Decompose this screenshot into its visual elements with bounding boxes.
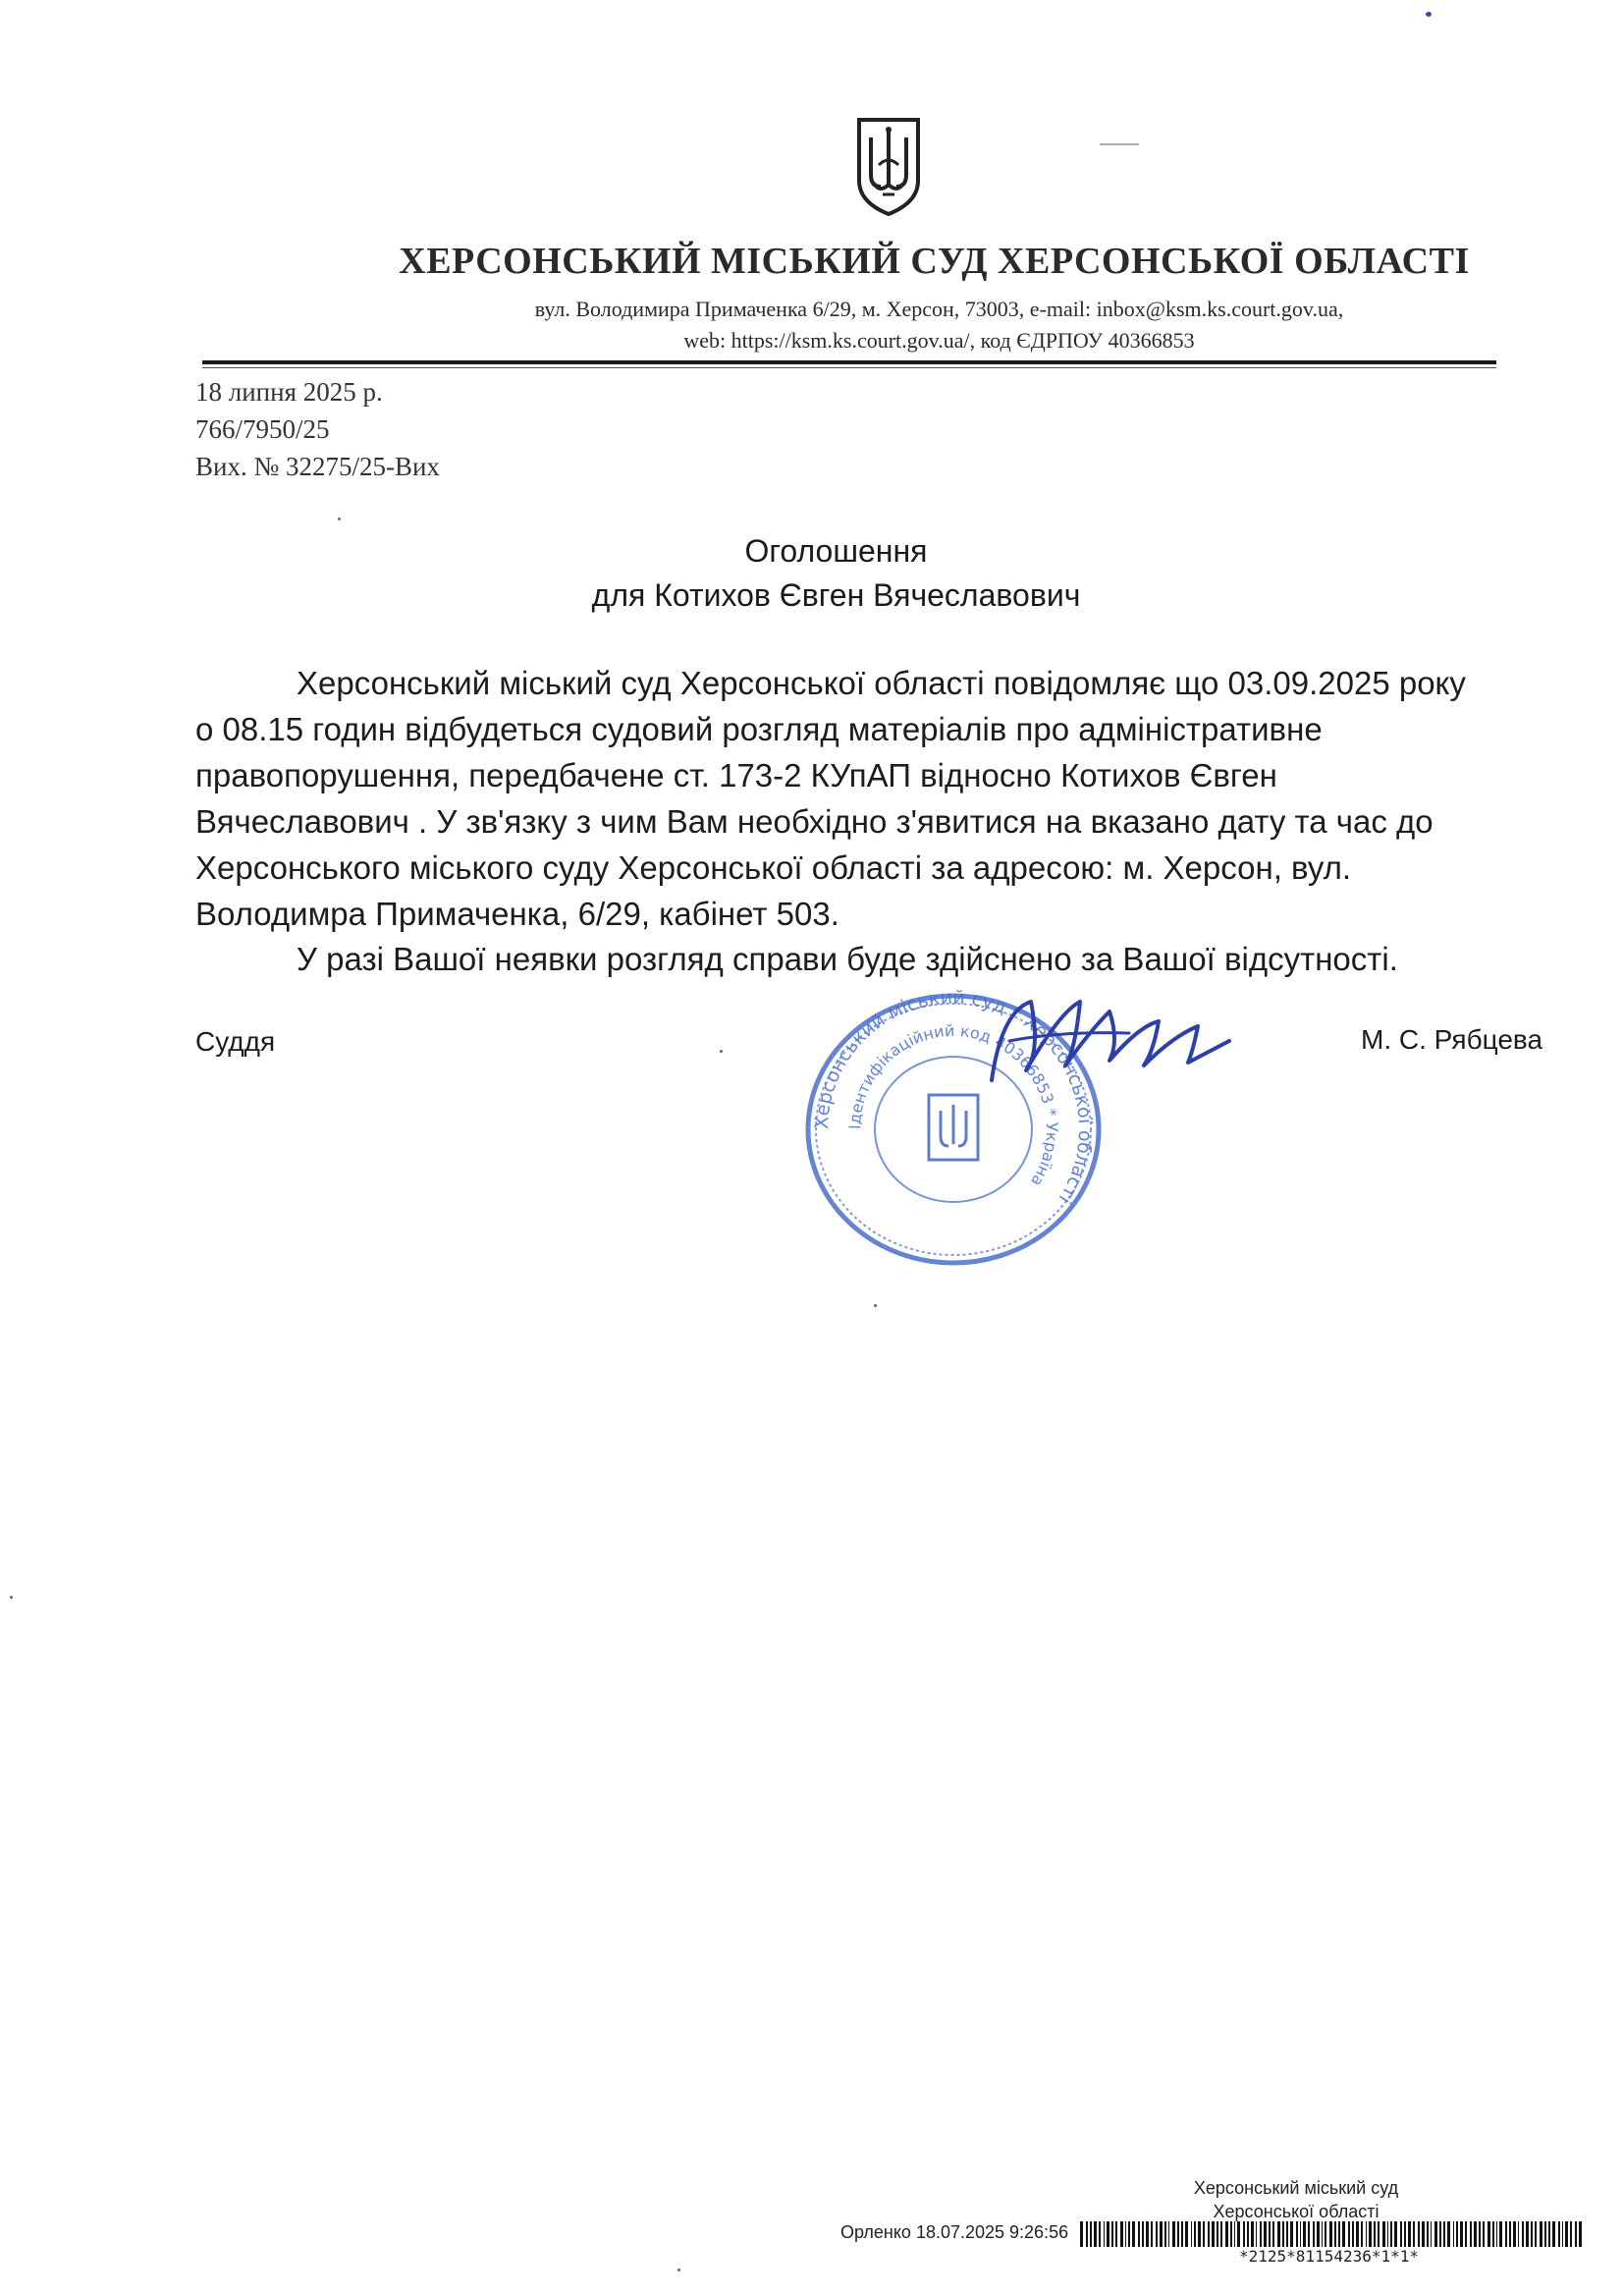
- barcode-bar: [1198, 2221, 1201, 2247]
- barcode-bar: [1120, 2221, 1123, 2247]
- barcode-bar: [1404, 2221, 1406, 2247]
- barcode-bar: [1558, 2221, 1560, 2247]
- barcode-bar: [1290, 2221, 1293, 2247]
- barcode-bar: [1366, 2221, 1367, 2247]
- barcode-bar: [1382, 2221, 1385, 2247]
- barcode-bar: [1413, 2221, 1415, 2247]
- barcode-bar: [1317, 2221, 1320, 2247]
- barcode-bar: [1111, 2221, 1113, 2247]
- barcode-bar: [1325, 2221, 1326, 2247]
- barcode-bar: [1439, 2221, 1441, 2247]
- header-divider: [202, 360, 1496, 364]
- barcode-bar: [1470, 2221, 1472, 2247]
- barcode-bar: [1400, 2221, 1402, 2247]
- notice-line: Херсонський міський суд Херсонської області повідомляє що 03.09.2025 року: [297, 665, 1466, 701]
- barcode-bar: [1208, 2221, 1210, 2247]
- barcode-bar: [1548, 2221, 1550, 2247]
- barcode-bar: [1164, 2221, 1166, 2247]
- barcode-bar: [1272, 2221, 1274, 2247]
- barcode-bar: [1496, 2221, 1497, 2247]
- barcode-bar: [1247, 2221, 1249, 2247]
- scan-speck: [1100, 143, 1139, 145]
- barcode-bar: [1474, 2221, 1477, 2247]
- barcode-bar: [1225, 2221, 1228, 2247]
- barcode-bar: [1518, 2221, 1519, 2247]
- barcode-bar: [1104, 2221, 1105, 2247]
- barcode-bar: [1390, 2221, 1392, 2247]
- barcode-bar: [1168, 2221, 1169, 2247]
- barcode-bar: [1308, 2221, 1310, 2247]
- barcode-bar: [1251, 2221, 1254, 2247]
- barcode-bar: [1479, 2221, 1481, 2247]
- outgoing-number: Вих. № 32275/25-Вих: [195, 452, 440, 481]
- barcode-bar: [1094, 2221, 1097, 2247]
- header-divider-thin: [202, 367, 1496, 368]
- barcode-bar: [1313, 2221, 1315, 2247]
- barcode-bar: [1269, 2221, 1271, 2247]
- scan-speck: [1426, 12, 1432, 17]
- barcode-bar: [1230, 2221, 1232, 2247]
- barcode-bar: [1296, 2221, 1298, 2247]
- barcode-bar: [1256, 2221, 1257, 2247]
- barcode-bar: [1483, 2221, 1485, 2247]
- barcode-bar: [1086, 2221, 1088, 2247]
- barcode-bar: [1090, 2221, 1092, 2247]
- barcode-bar: [1177, 2221, 1179, 2247]
- barcode-bar: [1552, 2221, 1555, 2247]
- barcode-bar: [1282, 2221, 1284, 2247]
- barcode-bar: [1369, 2221, 1372, 2247]
- barcode-bar: [1488, 2221, 1490, 2247]
- barcode-bar: [1434, 2221, 1437, 2247]
- barcode-bar: [1203, 2221, 1205, 2247]
- court-address: вул. Володимира Примаченка 6/29, м. Херсон, 73003, e-mail: inbox@ksm.ks.court.gov.ua,: [534, 297, 1344, 321]
- barcode-bar: [1322, 2221, 1323, 2247]
- barcode-bar: [1575, 2221, 1577, 2247]
- notice-line: У разі Вашої неявки розгляд справи буде здійснено за Вашої відсутності.: [297, 941, 1398, 977]
- barcode-bar: [1243, 2221, 1245, 2247]
- barcode-bar: [1142, 2221, 1144, 2247]
- footer-court-region: Херсонської області: [1213, 2202, 1380, 2221]
- scan-speck: [677, 2269, 680, 2271]
- barcode-bar: [1237, 2221, 1240, 2247]
- barcode-bar: [1217, 2221, 1218, 2247]
- judge-signature: [972, 972, 1237, 1100]
- barcode-bar: [1146, 2221, 1149, 2247]
- barcode-bar: [1361, 2221, 1363, 2247]
- scan-speck: [338, 518, 341, 520]
- stamp-outer-text: Херсонський міський суд * Херсонської області: [810, 987, 1097, 1208]
- barcode-bar: [1509, 2221, 1511, 2247]
- case-number: 766/7950/25: [195, 414, 330, 444]
- barcode-bar: [1128, 2221, 1130, 2247]
- barcode-bar: [1535, 2221, 1537, 2247]
- barcode-bar: [1260, 2221, 1262, 2247]
- barcode-bar: [1387, 2221, 1388, 2247]
- scan-speck: [720, 1050, 723, 1053]
- court-name: ХЕРСОНСЬКИЙ МІСЬКИЙ СУД ХЕРСОНСЬКОЇ ОБЛАСТІ: [399, 241, 1470, 282]
- barcode-bar: [1460, 2221, 1463, 2247]
- barcode-bar: [1570, 2221, 1572, 2247]
- registrar-stamp: Орленко 18.07.2025 9:26:56: [840, 2222, 1069, 2242]
- barcode-bar: [1522, 2221, 1524, 2247]
- barcode-bar: [1172, 2221, 1175, 2247]
- barcode-bar: [1334, 2221, 1336, 2247]
- judge-name: М. С. Рябцева: [1361, 1024, 1543, 1055]
- barcode-bar: [1099, 2221, 1101, 2247]
- barcode-bar: [1181, 2221, 1183, 2247]
- barcode-bar: [1513, 2221, 1516, 2247]
- barcode-bar: [1352, 2221, 1354, 2247]
- scan-speck: [874, 1304, 877, 1307]
- barcode-bar: [1212, 2221, 1215, 2247]
- barcode-bar: [1115, 2221, 1117, 2247]
- barcode-bar: [1191, 2221, 1192, 2247]
- court-web: web: https://ksm.ks.court.gov.ua/, код ЄДРПОУ 40366853: [683, 328, 1195, 353]
- barcode-bar: [1286, 2221, 1288, 2247]
- barcode-bar: [1408, 2221, 1411, 2247]
- notice-line: Вячеславович . У зв'язку з чим Вам необхідно з'явитися на вказано дату та час до: [195, 803, 1434, 840]
- barcode-icon: [1080, 2221, 1583, 2247]
- notice-line: Володимра Примаченка, 6/29, кабінет 503.: [195, 896, 839, 932]
- footer-court-name: Херсонський міський суд: [1193, 2178, 1399, 2198]
- barcode-bar: [1234, 2221, 1235, 2247]
- barcode-bar: [1107, 2221, 1109, 2247]
- barcode-bar: [1540, 2221, 1542, 2247]
- barcode-bar: [1080, 2221, 1083, 2247]
- barcode-bar: [1264, 2221, 1267, 2247]
- barcode-bar: [1338, 2221, 1340, 2247]
- barcode-bar: [1492, 2221, 1494, 2247]
- barcode-bar: [1220, 2221, 1222, 2247]
- barcode-bar: [1138, 2221, 1140, 2247]
- scan-speck: [10, 1596, 13, 1599]
- barcode-bar: [1378, 2221, 1380, 2247]
- barcode-bar: [1329, 2221, 1332, 2247]
- barcode-bar: [1565, 2221, 1568, 2247]
- barcode-bar: [1579, 2221, 1582, 2247]
- barcode-bar: [1185, 2221, 1188, 2247]
- barcode-bar: [1422, 2221, 1425, 2247]
- signature-label: Суддя: [195, 1026, 276, 1057]
- barcode-bar: [1443, 2221, 1445, 2247]
- barcode-bar: [1447, 2221, 1450, 2247]
- barcode-bar: [1465, 2221, 1467, 2247]
- notice-line: Херсонського міського суду Херсонської області за адресою: м. Херсон, вул.: [195, 849, 1352, 886]
- barcode-bar: [1303, 2221, 1306, 2247]
- notice-line: о 08.15 годин відбудеться судовий розгляд матеріалів про адміністративне: [195, 711, 1323, 747]
- barcode-bar: [1394, 2221, 1397, 2247]
- barcode-bar: [1531, 2221, 1533, 2247]
- barcode-bar: [1156, 2221, 1158, 2247]
- barcode-bar: [1356, 2221, 1359, 2247]
- barcode-bar: [1544, 2221, 1546, 2247]
- notice-recipient: для Котихов Євген Вячеславович: [591, 577, 1081, 613]
- barcode-bar: [1300, 2221, 1301, 2247]
- barcode-bar: [1277, 2221, 1280, 2247]
- barcode-bar: [1526, 2221, 1529, 2247]
- barcode-bar: [1132, 2221, 1135, 2247]
- barcode-bar: [1431, 2221, 1432, 2247]
- stamp-inner-text: Ідентифікаційний код 40366853 * Україна: [844, 1020, 1062, 1190]
- barcode-bar: [1505, 2221, 1507, 2247]
- barcode-bar: [1348, 2221, 1350, 2247]
- notice-line: правопорушення, передбачене ст. 173-2 КУпАП відносно Котихов Євген: [195, 757, 1277, 793]
- barcode-bar: [1151, 2221, 1153, 2247]
- coat-of-arms-icon: [853, 116, 924, 218]
- barcode-bar: [1160, 2221, 1163, 2247]
- notice-title: Оголошення: [744, 533, 928, 569]
- document-date: 18 липня 2025 р.: [195, 377, 383, 407]
- barcode-bar: [1342, 2221, 1345, 2247]
- barcode-bar: [1418, 2221, 1420, 2247]
- barcode-bar: [1427, 2221, 1429, 2247]
- barcode-bar: [1562, 2221, 1563, 2247]
- barcode-bar: [1453, 2221, 1454, 2247]
- barcode-bar: [1456, 2221, 1458, 2247]
- barcode-bar: [1374, 2221, 1376, 2247]
- barcode-bar: [1499, 2221, 1502, 2247]
- barcode-bar: [1194, 2221, 1196, 2247]
- barcode-bar: [1125, 2221, 1126, 2247]
- barcode-text: *2125*81154236*1*1*: [1239, 2247, 1420, 2266]
